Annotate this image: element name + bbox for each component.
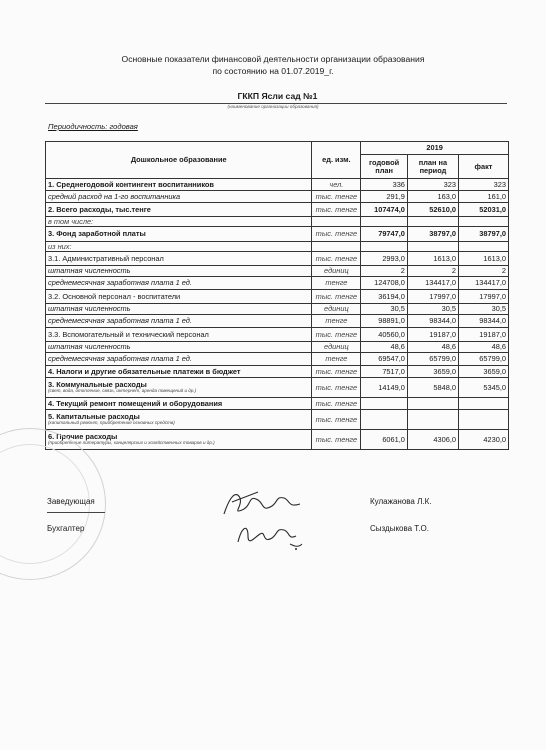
row-value-plan: 336 <box>361 179 408 191</box>
row-value-plan: 69547,0 <box>361 353 408 366</box>
table-header-row <box>46 142 509 155</box>
row-label-cell <box>46 217 312 227</box>
table-row <box>46 304 509 315</box>
row-value-period: 65799,0 <box>407 353 458 366</box>
row-value-period: 1613,0 <box>407 252 458 266</box>
row-value-fact: 2 <box>458 266 508 277</box>
periodicity-label: Периодичность: годовая <box>48 122 138 131</box>
table-row <box>46 410 509 430</box>
row-label-cell <box>46 315 312 328</box>
row-label-cell <box>46 242 312 252</box>
row-label: 3.1. Административный персонал <box>48 253 164 263</box>
row-value-plan <box>361 242 408 252</box>
row-label: среднемесячная заработная плата 1 ед. <box>48 354 192 364</box>
row-label: 3. Фонд заработной платы <box>48 229 146 239</box>
row-unit: тенге <box>312 315 361 328</box>
row-value-fact: 4230,0 <box>458 430 508 450</box>
row-label-cell <box>46 378 312 398</box>
row-label: штатная численность <box>48 304 131 314</box>
head-label: Заведующая <box>47 497 95 506</box>
row-unit: единиц <box>312 266 361 277</box>
organization-name: ГККП Ясли сад №1 <box>237 91 318 101</box>
row-value-fact: 38797,0 <box>458 227 508 242</box>
row-value-plan: 7517,0 <box>361 366 408 378</box>
row-sublabel: (свет, вода, отопление, связь, интернет, аренда помещений и др.) <box>48 388 197 394</box>
row-label: 4. Текущий ремонт помещений и оборудования <box>48 398 223 408</box>
row-value-plan: 2993,0 <box>361 252 408 266</box>
row-value-period <box>407 217 458 227</box>
row-value-period <box>407 398 458 410</box>
row-value-period: 19187,0 <box>407 328 458 342</box>
financial-table <box>45 141 509 450</box>
row-value-period: 2 <box>407 266 458 277</box>
row-unit: тыс. тенге <box>312 191 361 203</box>
row-value-fact: 3659,0 <box>458 366 508 378</box>
row-value-period: 323 <box>407 179 458 191</box>
row-value-period: 38797,0 <box>407 227 458 242</box>
table-row <box>46 353 509 366</box>
row-label: 4. Налоги и другие обязательные платежи в бюджет <box>48 366 241 376</box>
row-value-fact: 17997,0 <box>458 290 508 304</box>
row-value-fact <box>458 217 508 227</box>
row-unit: тыс. тенге <box>312 378 361 398</box>
row-unit: тыс. тенге <box>312 290 361 304</box>
row-value-fact: 134417,0 <box>458 277 508 290</box>
row-value-period <box>407 410 458 430</box>
row-value-plan: 30,5 <box>361 304 408 315</box>
row-unit: чел. <box>312 179 361 191</box>
report-title: Основные показатели финансовой деятельности организации образования <box>121 54 425 64</box>
row-value-plan <box>361 410 408 430</box>
row-label-cell <box>46 366 312 378</box>
row-label-cell <box>46 328 312 342</box>
table-row <box>46 242 509 252</box>
report-date: по состоянию на 01.07.2019_г. <box>212 66 334 76</box>
row-value-plan: 40560,0 <box>361 328 408 342</box>
table-row <box>46 315 509 328</box>
table-row <box>46 203 509 217</box>
row-value-plan: 48,6 <box>361 342 408 353</box>
row-unit: тыс. тенге <box>312 227 361 242</box>
row-value-period: 5848,0 <box>407 378 458 398</box>
col-header-year: 2019 <box>361 142 509 155</box>
row-label: средний расход на 1-го воспитанника <box>48 191 181 201</box>
row-value-plan: 291,9 <box>361 191 408 203</box>
table-row <box>46 366 509 378</box>
row-sublabel: (приобретение литературы, канцелярских и хозяйственных товаров и др.) <box>48 440 215 446</box>
table-row <box>46 430 509 450</box>
col-header-plan-period: план на период <box>407 155 458 179</box>
row-label: в том числе: <box>48 216 94 226</box>
row-value-period <box>407 242 458 252</box>
row-value-plan: 124708,0 <box>361 277 408 290</box>
row-label-cell <box>46 410 312 430</box>
table-row <box>46 290 509 304</box>
row-unit: единиц <box>312 304 361 315</box>
row-value-fact: 48,6 <box>458 342 508 353</box>
row-unit: тыс. тенге <box>312 410 361 430</box>
row-label: из них: <box>48 241 72 251</box>
row-label-cell <box>46 353 312 366</box>
table-row <box>46 398 509 410</box>
row-label-cell <box>46 191 312 203</box>
row-value-fact: 65799,0 <box>458 353 508 366</box>
row-label: 1. Среднегодовой контингент воспитанников <box>48 179 214 189</box>
row-value-plan: 14149,0 <box>361 378 408 398</box>
row-label: 3.3. Вспомогательный и технический персонал <box>48 329 209 339</box>
row-unit: тыс. тенге <box>312 203 361 217</box>
col-header-unit: ед. изм. <box>312 142 361 179</box>
row-value-period: 163,0 <box>407 191 458 203</box>
row-label: среднемесячная заработная плата 1 ед. <box>48 316 192 326</box>
row-value-plan <box>361 398 408 410</box>
row-value-fact <box>458 242 508 252</box>
row-value-fact: 161,0 <box>458 191 508 203</box>
row-label-cell <box>46 304 312 315</box>
row-label-cell <box>46 290 312 304</box>
row-sublabel: (капитальный ремонт, приобретение основных средств) <box>48 420 175 426</box>
row-unit <box>312 217 361 227</box>
table-row <box>46 217 509 227</box>
row-unit: тыс. тенге <box>312 328 361 342</box>
table-row <box>46 328 509 342</box>
row-value-fact <box>458 410 508 430</box>
row-value-fact <box>458 398 508 410</box>
row-label-cell <box>46 430 312 450</box>
row-value-fact: 19187,0 <box>458 328 508 342</box>
row-label-cell <box>46 203 312 217</box>
row-label-cell <box>46 252 312 266</box>
table-row <box>46 266 509 277</box>
row-value-fact: 1613,0 <box>458 252 508 266</box>
head-name: Кулажанова Л.К. <box>370 497 432 506</box>
col-header-name: Дошкольное образование <box>46 142 312 179</box>
row-label: штатная численность <box>48 342 131 352</box>
row-value-fact: 30,5 <box>458 304 508 315</box>
row-value-plan <box>361 217 408 227</box>
row-label-cell <box>46 342 312 353</box>
row-value-period: 52610,0 <box>407 203 458 217</box>
accountant-signature <box>232 518 312 554</box>
row-value-fact: 52031,0 <box>458 203 508 217</box>
row-unit: тыс. тенге <box>312 430 361 450</box>
row-value-plan: 36194,0 <box>361 290 408 304</box>
row-label: 3.2. Основной персонал - воспитатели <box>48 291 181 301</box>
row-unit: тыс. тенге <box>312 398 361 410</box>
table-row <box>46 277 509 290</box>
row-value-plan: 98891,0 <box>361 315 408 328</box>
row-unit: тенге <box>312 353 361 366</box>
row-value-period: 30,5 <box>407 304 458 315</box>
row-unit: тыс. тенге <box>312 366 361 378</box>
row-value-period: 3659,0 <box>407 366 458 378</box>
row-label-cell <box>46 277 312 290</box>
row-value-fact: 98344,0 <box>458 315 508 328</box>
row-label-cell <box>46 179 312 191</box>
col-header-plan-year: годовой план <box>361 155 408 179</box>
row-label: 5. Капитальные расходы <box>48 411 140 421</box>
row-label: штатная численность <box>48 266 131 276</box>
organization-caption: (наименование организации образования) <box>227 104 319 109</box>
row-value-plan: 79747,0 <box>361 227 408 242</box>
row-label: 6. Прочие расходы <box>48 431 118 441</box>
row-value-period: 98344,0 <box>407 315 458 328</box>
row-value-period: 48,6 <box>407 342 458 353</box>
col-header-fact: факт <box>458 155 508 179</box>
row-value-fact: 323 <box>458 179 508 191</box>
row-unit: тыс. тенге <box>312 252 361 266</box>
accountant-name: Сыздыкова Т.О. <box>370 524 429 533</box>
row-label: 2. Всего расходы, тыс.тенге <box>48 204 151 214</box>
row-label-cell <box>46 266 312 277</box>
table-row <box>46 191 509 203</box>
row-value-period: 134417,0 <box>407 277 458 290</box>
row-value-plan: 2 <box>361 266 408 277</box>
table-row <box>46 342 509 353</box>
head-sign-line <box>47 512 105 513</box>
row-value-plan: 107474,0 <box>361 203 408 217</box>
table-row <box>46 378 509 398</box>
table-row <box>46 179 509 191</box>
row-value-period: 17997,0 <box>407 290 458 304</box>
row-value-period: 4306,0 <box>407 430 458 450</box>
row-unit: единиц <box>312 342 361 353</box>
table-row <box>46 227 509 242</box>
row-label: среднемесячная заработная плата 1 ед. <box>48 278 192 288</box>
table-row <box>46 252 509 266</box>
row-label: 3. Коммунальные расходы <box>48 379 147 389</box>
row-unit: тенге <box>312 277 361 290</box>
row-value-plan: 6061,0 <box>361 430 408 450</box>
row-unit <box>312 242 361 252</box>
row-label-cell <box>46 227 312 242</box>
row-label-cell <box>46 398 312 410</box>
row-value-fact: 5345,0 <box>458 378 508 398</box>
accountant-label: Бухгалтер <box>47 524 85 533</box>
